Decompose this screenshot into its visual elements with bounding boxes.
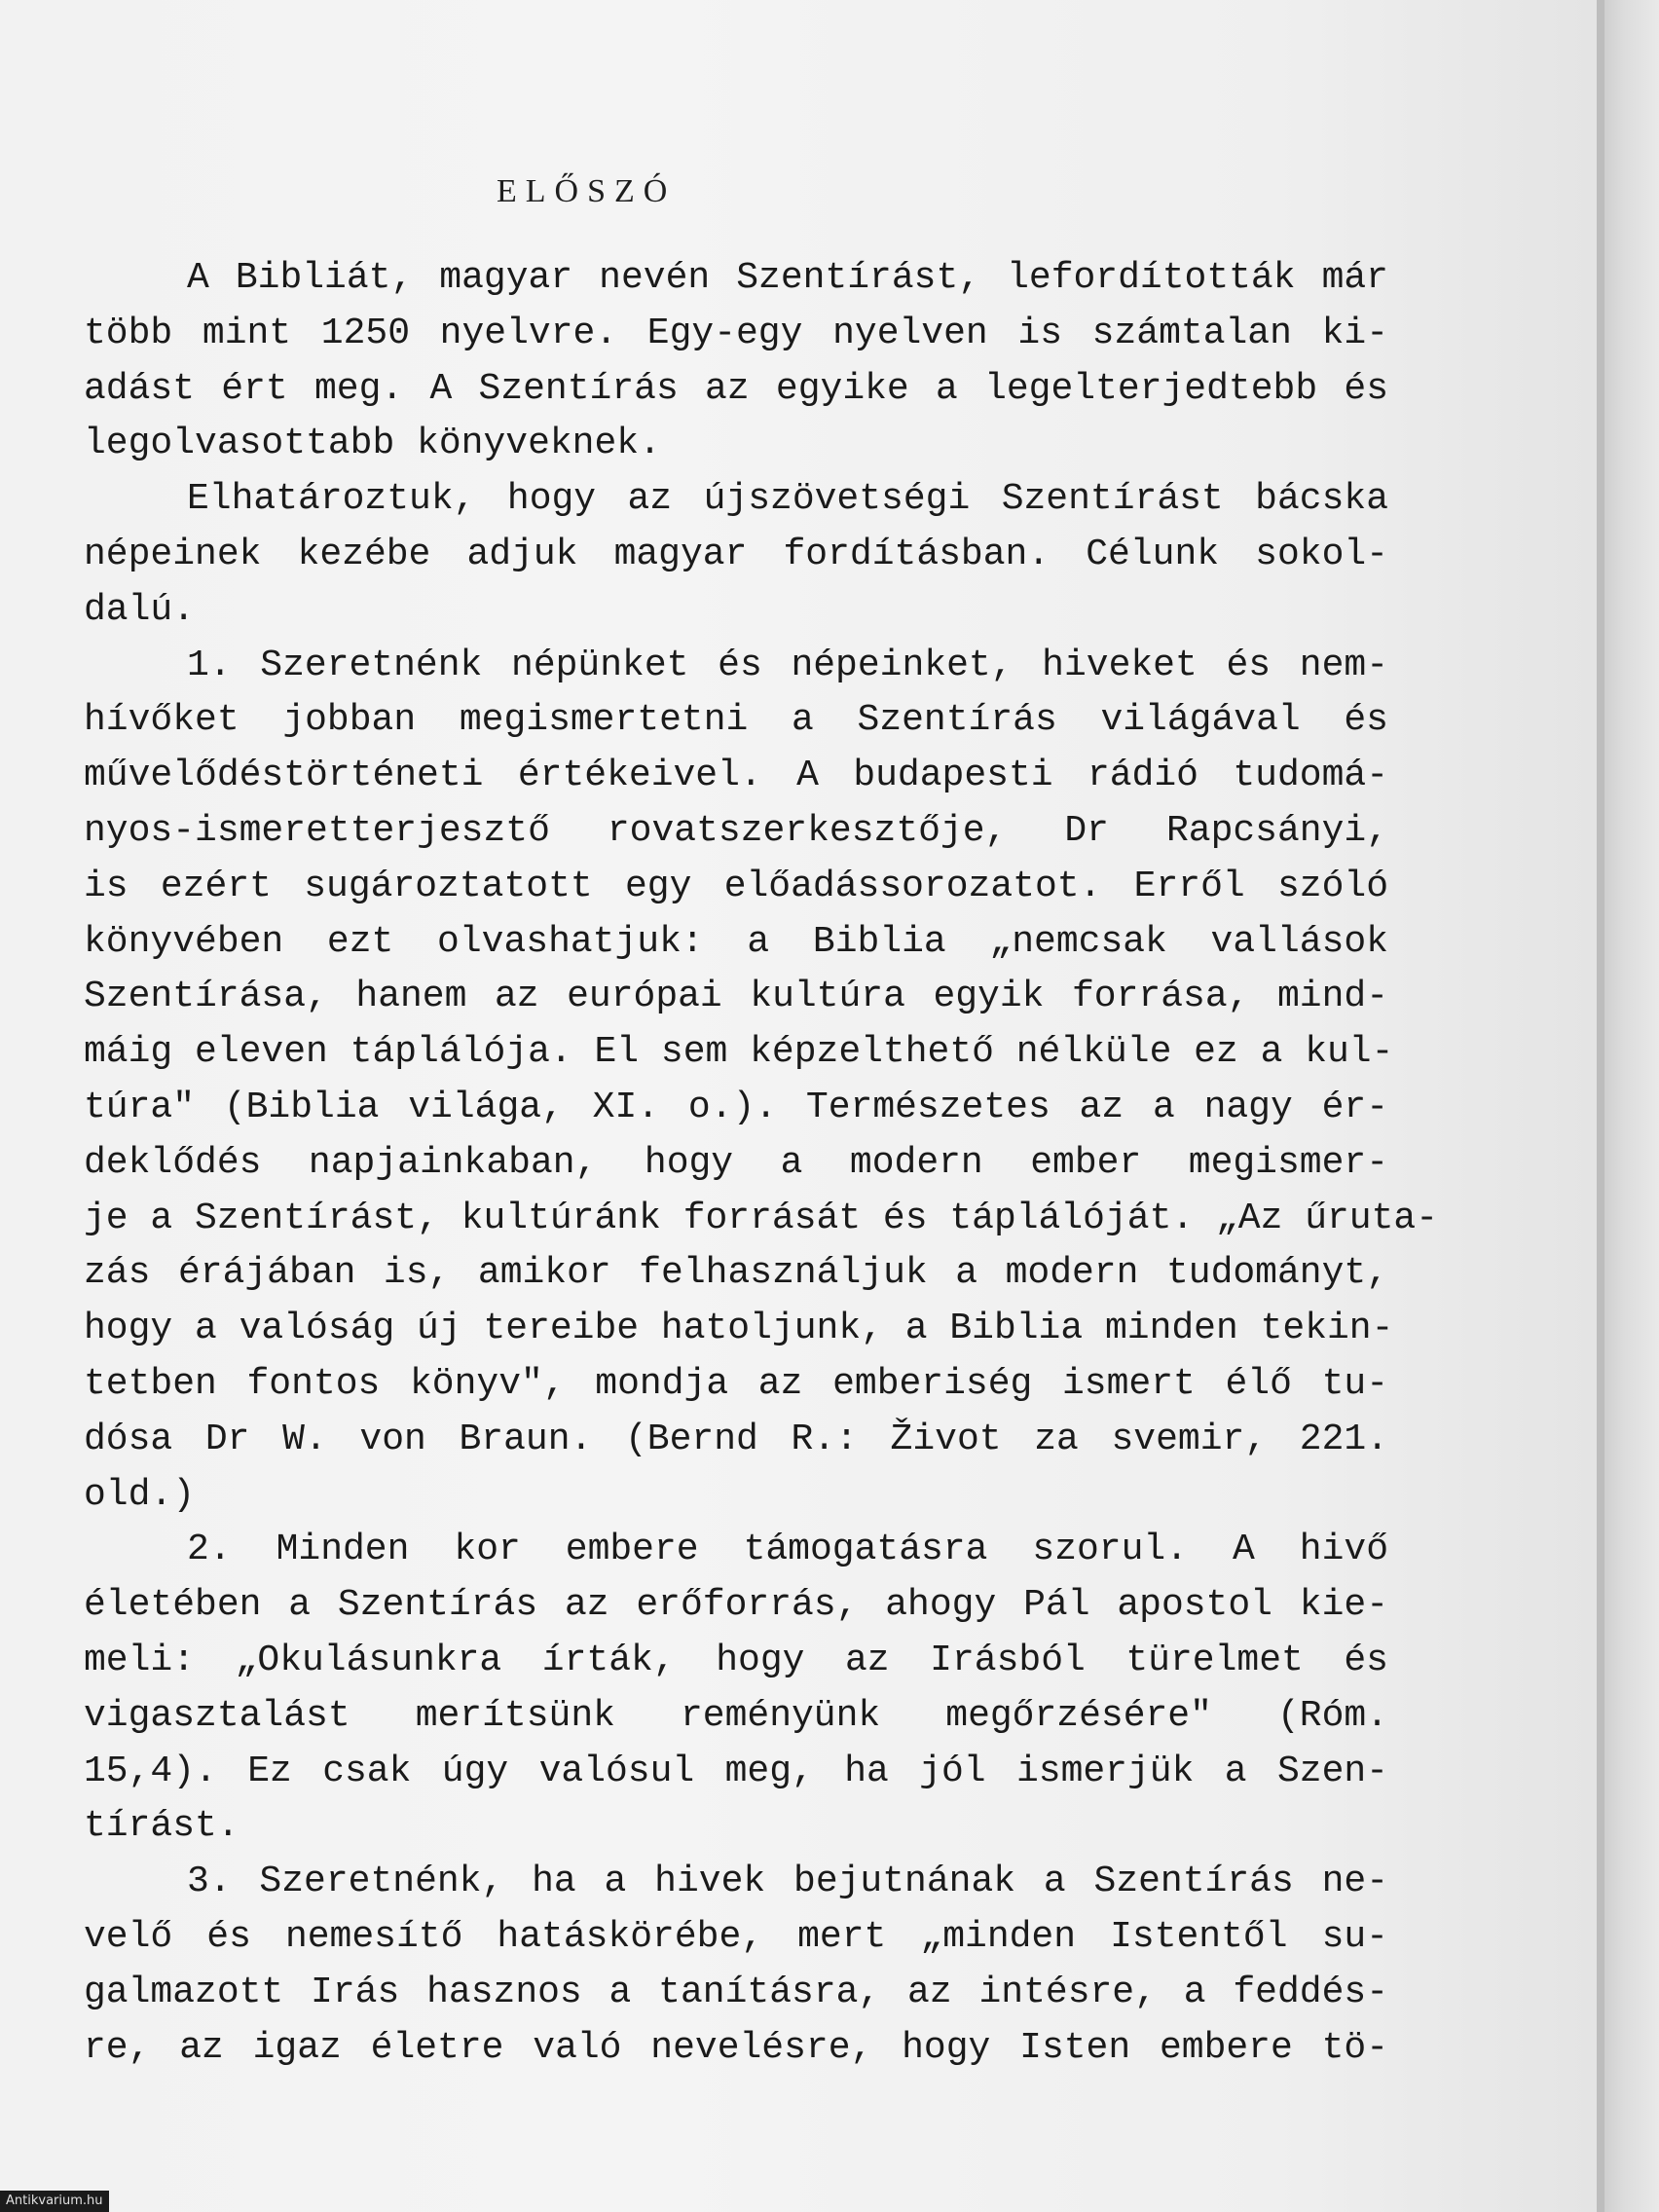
- facing-page-edge: [1604, 0, 1659, 2212]
- text-line: 2. Minden kor embere támogatásra szorul. A hivő: [187, 1529, 1388, 1571]
- text-line: velő és nemesítő hatáskörébe, mert „minden Istentől su-: [84, 1915, 1388, 1958]
- text-line: je a Szentírást, kultúránk forrását és táplálóját. „Az űruta-: [84, 1197, 1439, 1239]
- text-line: életében a Szentírás az erőforrás, ahogy Pál apostol kie-: [84, 1584, 1388, 1627]
- text-line: galmazott Irás hasznos a tanításra, az intésre, a feddés-: [84, 1971, 1388, 2013]
- text-line: népeinek kezébe adjuk magyar fordításban. Célunk sokol-: [84, 533, 1388, 575]
- text-line: túra" (Biblia világa, XI. o.). Természetes az a nagy ér-: [84, 1086, 1388, 1128]
- text-line: re, az igaz életre való nevelésre, hogy Isten embere tö-: [84, 2026, 1388, 2069]
- text-line: is ezért sugároztatott egy előadássorozatot. Erről szóló: [84, 865, 1388, 907]
- text-line: hogy a valóság új tereibe hatoljunk, a Biblia minden tekin-: [84, 1308, 1394, 1350]
- text-line: könyvében ezt olvashatjuk: a Biblia „nemcsak vallások: [84, 920, 1388, 963]
- text-line: tírást.: [84, 1805, 240, 1848]
- text-line: zás érájában is, amikor felhasználjuk a modern tudományt,: [84, 1252, 1388, 1295]
- text-line: old.): [84, 1473, 196, 1516]
- text-line: adást ért meg. A Szentírás az egyike a legelterjedtebb és: [84, 367, 1388, 410]
- text-line: máig eleven táplálója. El sem képzelthető nélküle ez a kul-: [84, 1031, 1394, 1074]
- page-gutter: [1597, 0, 1604, 2212]
- text-line: dalú.: [84, 588, 196, 631]
- text-line: tetben fontos könyv", mondja az emberiség ismert élő tu-: [84, 1362, 1388, 1405]
- text-line: hívőket jobban megismertetni a Szentírás világával és: [84, 699, 1388, 742]
- text-line: Szentírása, hanem az európai kultúra egyik forrása, mind-: [84, 976, 1388, 1018]
- body-text: [84, 251, 1439, 2076]
- text-line: legolvasottabb könyveknek.: [84, 423, 661, 465]
- text-line: dósa Dr W. von Braun. (Bernd R.: Život za svemir, 221.: [84, 1418, 1388, 1460]
- text-line: vigasztalást merítsünk reményünk megőrzésére" (Róm.: [84, 1694, 1388, 1737]
- text-line: A Bibliát, magyar nevén Szentírást, lefordították már: [187, 257, 1388, 299]
- text-line: 1. Szeretnénk népünket és népeinket, hiveket és nem-: [187, 644, 1388, 686]
- page-title: ELŐSZÓ: [497, 173, 677, 209]
- text-line: művelődéstörténeti értékeivel. A budapesti rádió tudomá-: [84, 755, 1388, 797]
- text-line: deklődés napjainkaban, hogy a modern ember megismer-: [84, 1141, 1388, 1184]
- text-line: Elhatároztuk, hogy az újszövetségi Szentírást bácska: [187, 478, 1388, 521]
- text-line: meli: „Okulásunkra írták, hogy az Irásból türelmet és: [84, 1639, 1388, 1681]
- text-line: 3. Szeretnénk, ha a hivek bejutnának a Szentírás ne-: [187, 1861, 1388, 1903]
- text-line: több mint 1250 nyelvre. Egy-egy nyelven is számtalan ki-: [84, 312, 1388, 354]
- text-line: 15,4). Ez csak úgy valósul meg, ha jól ismerjük a Szen-: [84, 1750, 1388, 1792]
- text-line: nyos-ismeretterjesztő rovatszerkesztője, Dr Rapcsányi,: [84, 809, 1388, 852]
- watermark-label: Antikvarium.hu: [0, 2191, 109, 2212]
